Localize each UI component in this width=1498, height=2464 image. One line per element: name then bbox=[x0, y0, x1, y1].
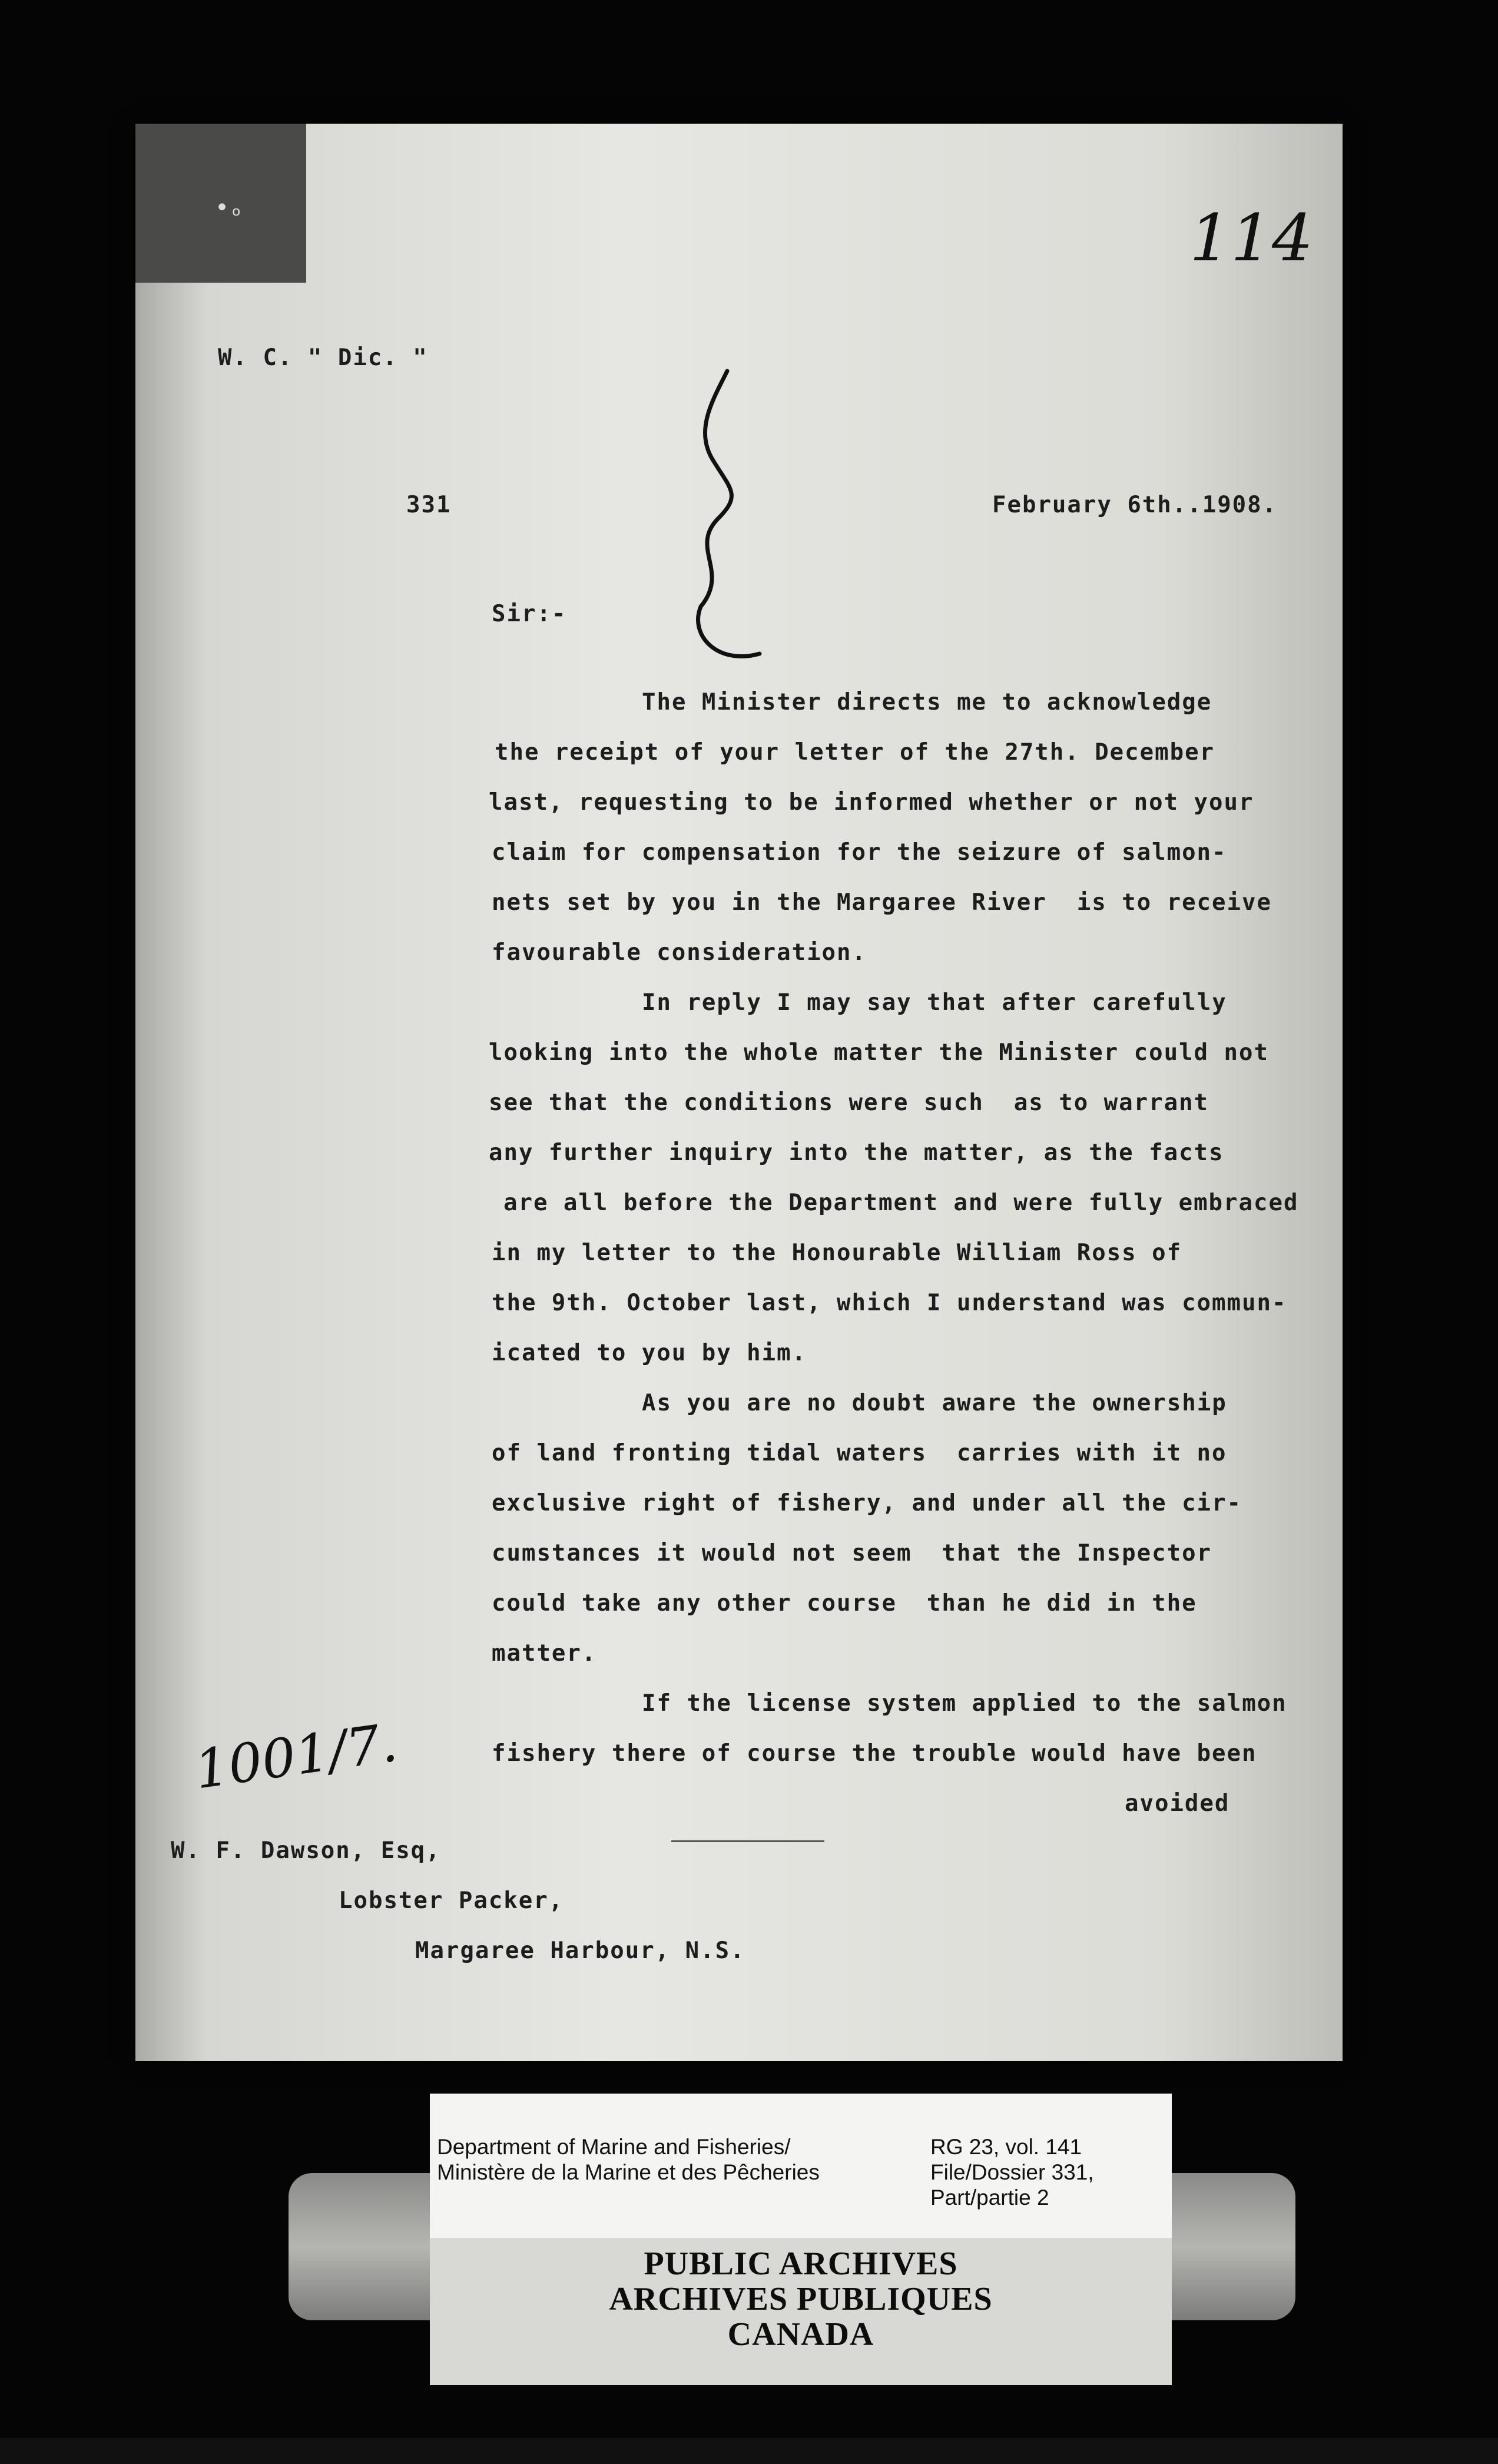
body-line: in my letter to the Honourable William Ross of bbox=[492, 1240, 1182, 1266]
body-line: exclusive right of fishery, and under all the cir- bbox=[492, 1490, 1242, 1516]
film-edge bbox=[0, 2438, 1498, 2464]
body-line: looking into the whole matter the Minister could not bbox=[489, 1039, 1269, 1066]
addressee-name: W. F. Dawson, Esq, bbox=[171, 1837, 441, 1864]
body-line: icated to you by him. bbox=[492, 1340, 807, 1366]
handwritten-note: 1001/7. bbox=[191, 1711, 401, 1801]
body-line: are all before the Department and were fully embraced bbox=[503, 1190, 1299, 1216]
body-line: avoided bbox=[1125, 1790, 1230, 1817]
archive-label bbox=[430, 2094, 1172, 2244]
body-line: The Minister directs me to acknowledge bbox=[642, 689, 1212, 716]
label-department-fr: Ministère de la Marine et des Pêcheries bbox=[437, 2160, 820, 2184]
stamp-line-1: PUBLIC ARCHIVES bbox=[644, 2246, 958, 2282]
folio-number: 114 bbox=[1189, 200, 1313, 276]
letter-page bbox=[135, 124, 1343, 2061]
body-line: any further inquiry into the matter, as the facts bbox=[489, 1140, 1224, 1166]
header-code: W. C. " Dic. " bbox=[218, 345, 428, 371]
label-department-en: Department of Marine and Fisheries/ bbox=[437, 2135, 791, 2159]
body-line: favourable consideration. bbox=[492, 939, 867, 966]
body-line: matter. bbox=[492, 1640, 597, 1667]
body-line: the receipt of your letter of the 27th. December bbox=[495, 739, 1215, 766]
label-rg: RG 23, vol. 141 bbox=[930, 2135, 1082, 2159]
body-line: As you are no doubt aware the ownership bbox=[642, 1390, 1227, 1416]
body-line: cumstances it would not seem that the Inspector bbox=[492, 1540, 1212, 1567]
body-line: nets set by you in the Margaree River is to receive bbox=[492, 889, 1272, 916]
body-line: If the license system applied to the salmon bbox=[642, 1690, 1287, 1717]
body-line: claim for compensation for the seizure of salmon- bbox=[492, 839, 1227, 866]
body-line: fishery there of course the trouble would have been bbox=[492, 1740, 1257, 1767]
handwritten-initial-mark bbox=[677, 359, 771, 689]
body-line: the 9th. October last, which I understand was commun- bbox=[492, 1290, 1287, 1316]
separator-rule bbox=[671, 1840, 824, 1842]
label-part: Part/partie 2 bbox=[930, 2185, 1049, 2210]
archive-stamp bbox=[430, 2238, 1172, 2385]
body-line: of land fronting tidal waters carries with it no bbox=[492, 1440, 1227, 1466]
file-number: 331 bbox=[406, 492, 452, 518]
body-line: last, requesting to be informed whether or not your bbox=[489, 789, 1254, 816]
corner-mark: •ₒ bbox=[215, 194, 244, 221]
stamp-line-3: CANADA bbox=[727, 2316, 874, 2353]
body-line: In reply I may say that after carefully bbox=[642, 989, 1227, 1016]
salutation: Sir:- bbox=[492, 601, 567, 627]
letter-date: February 6th..1908. bbox=[992, 492, 1278, 518]
body-line: could take any other course than he did in the bbox=[492, 1590, 1197, 1617]
label-file: File/Dossier 331, bbox=[930, 2160, 1094, 2184]
addressee-place: Margaree Harbour, N.S. bbox=[415, 1938, 745, 1964]
stamp-line-2: ARCHIVES PUBLIQUES bbox=[609, 2281, 993, 2317]
body-line: see that the conditions were such as to warrant bbox=[489, 1089, 1209, 1116]
addressee-title: Lobster Packer, bbox=[339, 1887, 564, 1914]
torn-corner bbox=[135, 124, 306, 283]
